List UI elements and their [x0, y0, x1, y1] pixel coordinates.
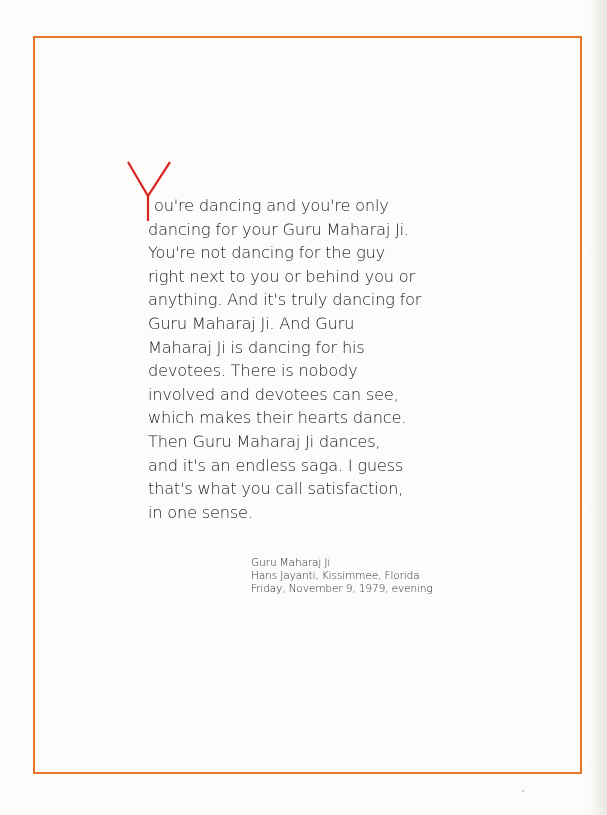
attribution-date: Friday, November 9, 1979, evening: [251, 583, 433, 596]
quote-line: devotees. There is nobody: [148, 361, 358, 381]
quote-line: right next to you or behind you or: [148, 266, 415, 286]
quote-line: Maharaj Ji is dancing for his: [148, 337, 365, 357]
attribution-speaker: Guru Maharaj Ji: [251, 557, 331, 569]
quote-line: Then Guru Maharaj Ji dances,: [148, 431, 381, 451]
quote-line: that's what you call satisfaction,: [148, 479, 404, 499]
quote-line: in one sense.: [148, 502, 253, 522]
page-edge: [589, 0, 607, 815]
paper-speck: [522, 790, 524, 792]
attribution: [251, 557, 491, 597]
quote-line: which makes their hearts dance.: [148, 408, 407, 428]
quote-line: anything. And it's truly dancing for: [148, 290, 422, 310]
quote-line: and it's an endless saga. I guess: [148, 455, 404, 475]
quote-line: Guru Maharaj Ji. And Guru: [148, 313, 355, 333]
quote-line: dancing for your Guru Maharaj Ji.: [148, 219, 409, 239]
attribution-event: Hans Jayanti, Kissimmee, Florida: [251, 570, 420, 583]
quote-text: [148, 194, 488, 524]
quote-line: ou're dancing and you're only: [154, 196, 389, 215]
quote-line: involved and devotees can see,: [148, 384, 399, 404]
quote-line: You're not dancing for the guy: [148, 243, 386, 263]
